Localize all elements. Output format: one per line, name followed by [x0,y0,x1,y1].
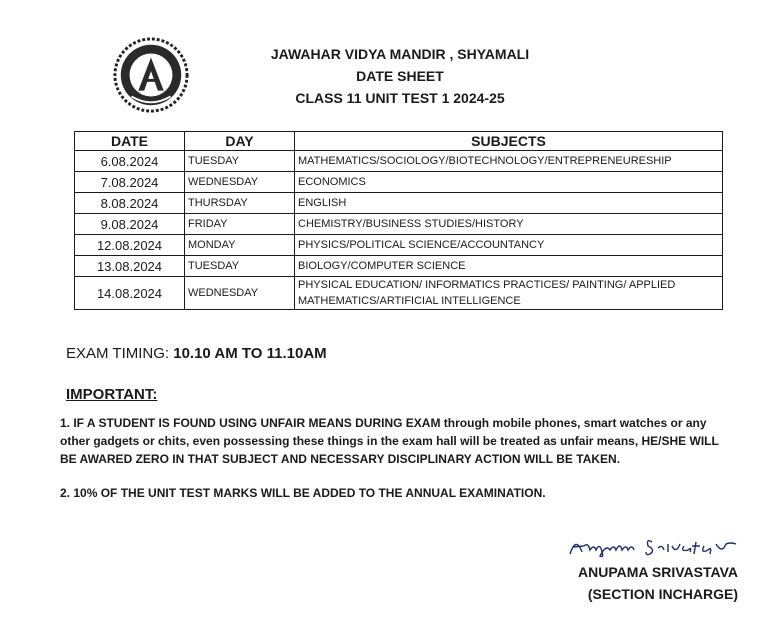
column-header-date: DATE [75,132,185,151]
subjects-cell: PHYSICAL EDUCATION/ INFORMATICS PRACTICES/ PAINTING/ APPLIED MATHEMATICS/ARTIFICIAL INTELLIGENCE [295,277,723,310]
day-cell: TUESDAY [185,151,295,172]
handwritten-signature [566,532,741,560]
subjects-cell: ENGLISH [295,193,723,214]
day-cell: THURSDAY [185,193,295,214]
date-cell: 9.08.2024 [75,214,185,235]
table-row [75,172,723,193]
document-title: DATE SHEET [356,68,444,84]
table-row [75,235,723,256]
exam-timing-value: 10.10 AM TO 11.10AM [173,345,327,362]
table-row [75,151,723,172]
exam-timing-label: EXAM TIMING: [66,345,174,362]
date-cell: 13.08.2024 [75,256,185,277]
table-row [75,277,723,310]
subjects-cell: MATHEMATICS/SOCIOLOGY/BIOTECHNOLOGY/ENTREPRENEURESHIP [295,151,723,172]
important-note-2: 2. 10% OF THE UNIT TEST MARKS WILL BE ADDED TO THE ANNUAL EXAMINATION. [60,486,546,500]
table-row [75,193,723,214]
exam-timing [66,345,327,362]
date-cell: 14.08.2024 [75,277,185,310]
day-cell: MONDAY [185,235,295,256]
subjects-cell: BIOLOGY/COMPUTER SCIENCE [295,256,723,277]
important-heading: IMPORTANT: [66,386,158,403]
day-cell: TUESDAY [185,256,295,277]
important-note-1: 1. IF A STUDENT IS FOUND USING UNFAIR MEANS DURING EXAM through mobile phones, smart watches or any other gadgets or chits, even possessing these things in the exam hall will be treated as unfair means, HE/SHE WILL BE AWARED ZERO IN THAT SUBJECT AND NECESSARY DISCIPLINARY ACTION WILL BE TAKEN. [60,416,719,466]
subjects-cell: ECONOMICS [295,172,723,193]
school-logo [112,36,190,114]
date-cell: 6.08.2024 [75,151,185,172]
subjects-cell: CHEMISTRY/BUSINESS STUDIES/HISTORY [295,214,723,235]
table-row [75,214,723,235]
class-line: CLASS 11 UNIT TEST 1 2024-25 [295,90,505,106]
date-cell: 8.08.2024 [75,193,185,214]
column-header-subjects: SUBJECTS [295,132,723,151]
day-cell: WEDNESDAY [185,172,295,193]
table-row [75,256,723,277]
subjects-cell: PHYSICS/POLITICAL SCIENCE/ACCOUNTANCY [295,235,723,256]
column-header-day: DAY [185,132,295,151]
signatory-name: ANUPAMA SRIVASTAVA [578,564,738,580]
table-header-row [75,132,723,151]
day-cell: WEDNESDAY [185,277,295,310]
day-cell: FRIDAY [185,214,295,235]
date-cell: 12.08.2024 [75,235,185,256]
date-sheet-table [74,131,723,310]
date-cell: 7.08.2024 [75,172,185,193]
school-name: JAWAHAR VIDYA MANDIR , SHYAMALI [270,46,530,62]
signatory-role: (SECTION INCHARGE) [587,586,738,602]
